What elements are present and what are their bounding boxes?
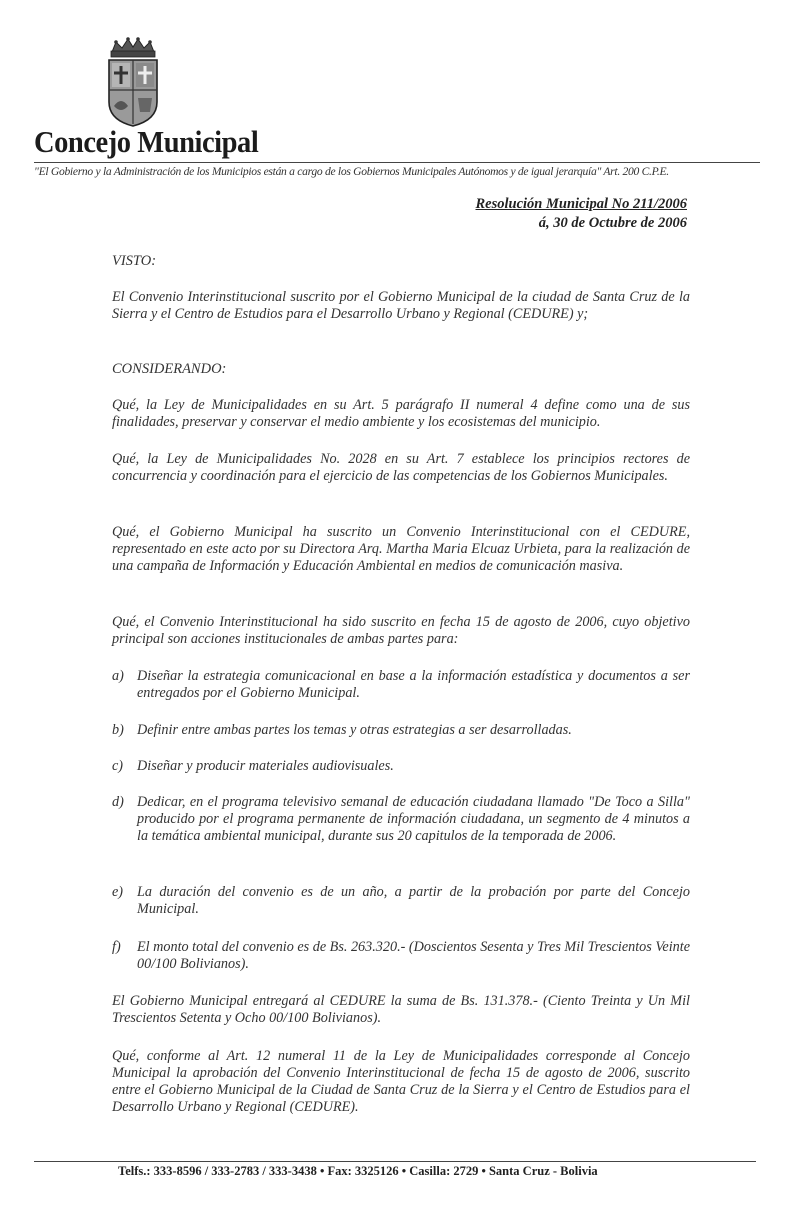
list-item-letter: d) xyxy=(112,794,124,810)
list-item-text: Diseñar y producir materiales audiovisuales. xyxy=(137,758,394,774)
visto-paragraph: El Convenio Interinstitucional suscrito por el Gobierno Municipal de la ciudad de Santa Cruz de la Sierra y el Centro de Estudios para el Desarrollo Urbano y Regional (CEDURE) y; xyxy=(112,289,690,322)
list-item-letter: b) xyxy=(112,722,124,738)
list-item-text: Dedicar, en el programa televisivo semanal de educación ciudadana llamado "De Toco a Silla" producido por el programa permanente de información ciudadana, un segmento de 4 minutos a la temática ambiental municipal, durante sus 20 capitulos de la temporada de 2006. xyxy=(137,794,690,844)
list-item xyxy=(112,668,690,702)
considerando-paragraph: Qué, el Gobierno Municipal ha suscrito un Convenio Interinstitucional con el CEDURE, representado en este acto por su Directora Arq. Martha Maria Elcuaz Urbieta, para la realización de una campaña de Información y Educación Ambiental en medios de comunicación masiva. xyxy=(112,524,690,574)
list-item xyxy=(112,884,690,918)
considerando-paragraph: Qué, conforme al Art. 12 numeral 11 de la Ley de Municipalidades corresponde al Concejo Municipal la aprobación del Convenio Interinstitucional de fecha 15 de agosto de 2006, suscrito entre el Gobierno Municipal de la Ciudad de Santa Cruz de la Sierra y el Centro de Estudios para el Desarrollo Urbano y Regional (CEDURE). xyxy=(112,1048,690,1115)
coat-of-arms-icon xyxy=(104,36,162,128)
list-item xyxy=(112,939,690,973)
footer-contact: Telfs.: 333-8596 / 333-2783 / 333-3438 • Fax: 3325126 • Casilla: 2729 • Santa Cruz - Bolivia xyxy=(118,1164,598,1178)
considerando-paragraph: El Gobierno Municipal entregará al CEDURE la suma de Bs. 131.378.- (Ciento Treinta y Un Mil Trescientos Setenta y Ocho 00/100 Bolivianos). xyxy=(112,993,690,1026)
list-item-letter: e) xyxy=(112,884,124,900)
motto: "El Gobierno y la Administración de los Municipios están a cargo de los Gobiernos Municipales Autónomos y de igual jerarquía" Art. 200 C.P.E. xyxy=(34,165,669,178)
organization-name: Concejo Municipal xyxy=(34,124,259,159)
considerando-paragraph: Qué, la Ley de Municipalidades en su Art. 5 parágrafo II numeral 4 define como una de sus finalidades, preservar y conservar el medio ambiente y los ecosistemas del municipio. xyxy=(112,397,690,430)
resolution-date: á, 30 de Octubre de 2006 xyxy=(538,215,687,231)
list-item-text: El monto total del convenio es de Bs. 263.320.- (Doscientos Sesenta y Tres Mil Trescientos Veinte 00/100 Bolivianos). xyxy=(137,939,690,972)
list-item xyxy=(112,722,690,739)
list-item-letter: c) xyxy=(112,758,124,774)
list-item-text: La duración del convenio es de un año, a partir de la probación por parte del Concejo Municipal. xyxy=(137,884,690,917)
list-item-text: Definir entre ambas partes los temas y otras estrategias a ser desarrolladas. xyxy=(137,722,572,738)
footer-divider xyxy=(34,1161,756,1162)
considerando-paragraph: Qué, la Ley de Municipalidades No. 2028 en su Art. 7 establece los principios rectores de concurrencia y coordinación para el ejercicio de las competencias de los Gobiernos Municipales. xyxy=(112,451,690,484)
list-item-letter: f) xyxy=(112,939,121,955)
list-item xyxy=(112,794,690,845)
header-divider xyxy=(34,162,760,163)
resolution-number: Resolución Municipal No 211/2006 xyxy=(475,196,687,212)
list-item-text: Diseñar la estrategia comunicacional en base a la información estadística y documentos a ser entregados por el Gobierno Municipal. xyxy=(137,668,690,701)
list-item-letter: a) xyxy=(112,668,124,684)
list-item xyxy=(112,758,690,775)
visto-heading: VISTO: xyxy=(112,253,157,269)
considerando-heading: CONSIDERANDO: xyxy=(112,361,227,377)
considerando-paragraph: Qué, el Convenio Interinstitucional ha sido suscrito en fecha 15 de agosto de 2006, cuyo objetivo principal son acciones institucionales de ambas partes para: xyxy=(112,614,690,647)
